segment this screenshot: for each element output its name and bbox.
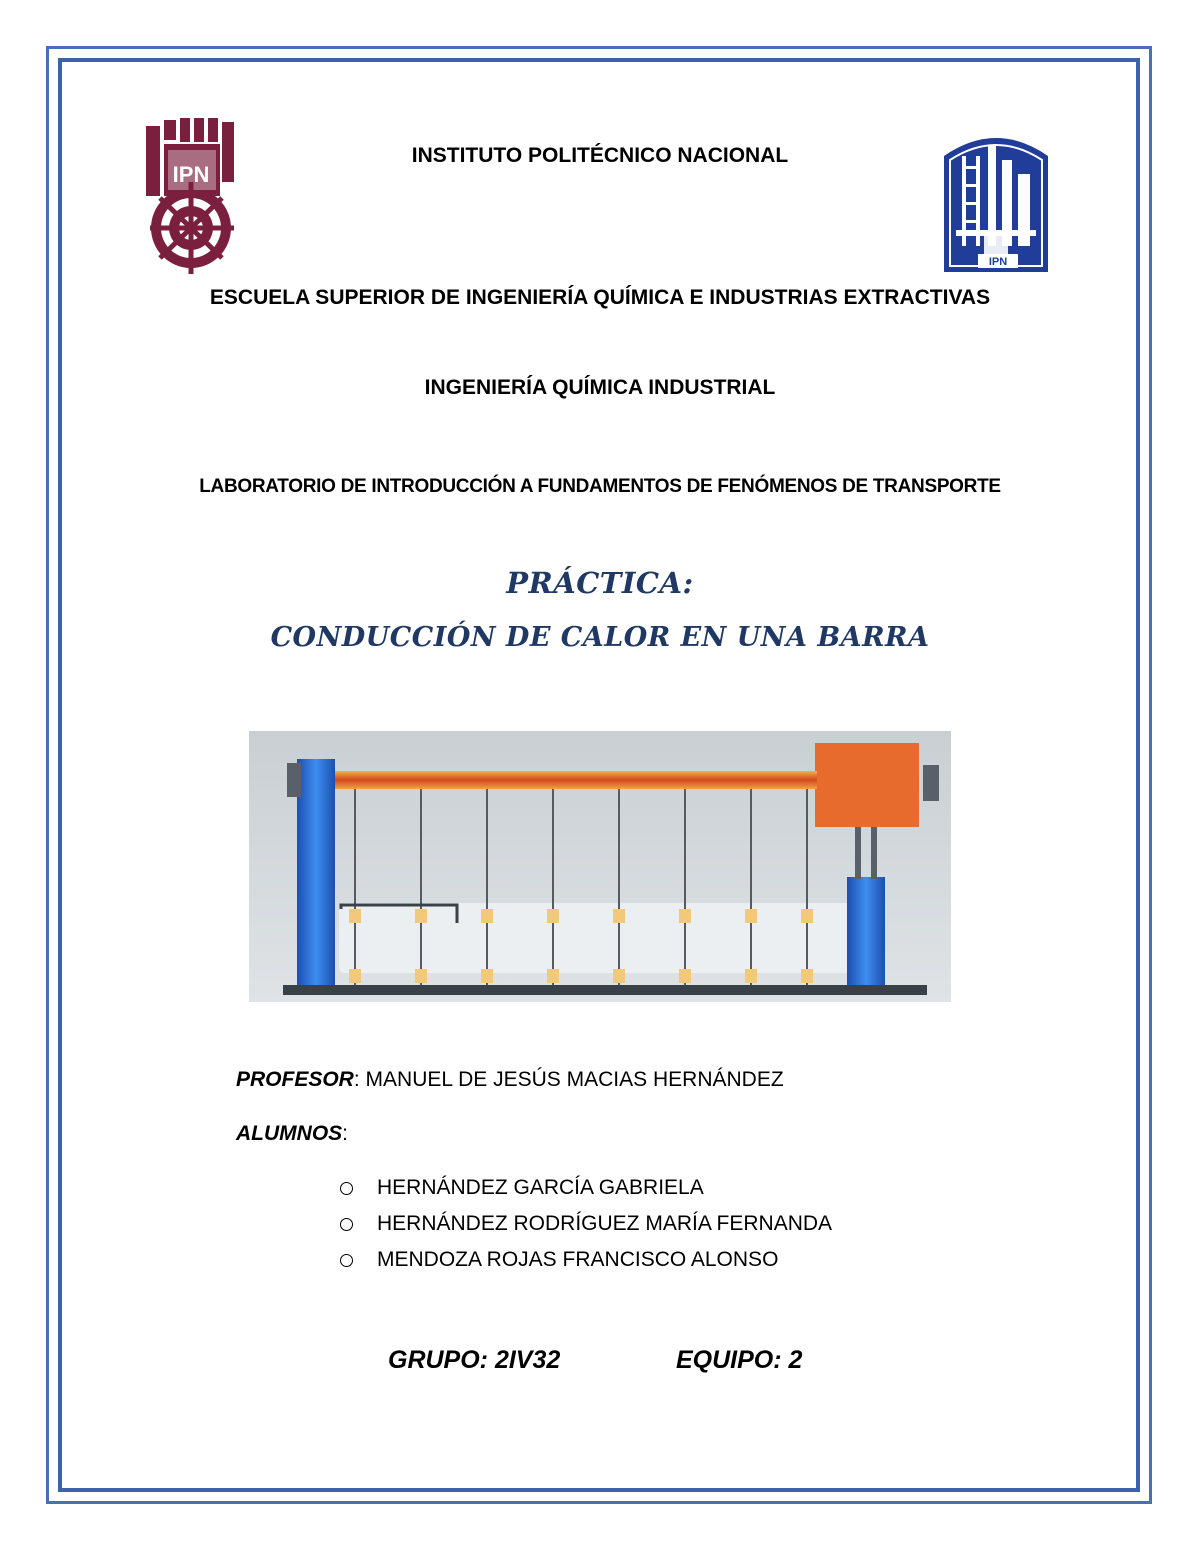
institute-name: INSTITUTO POLITÉCNICO NACIONAL bbox=[411, 144, 789, 167]
students-sep: : bbox=[342, 1122, 349, 1145]
team-label: EQUIPO: 2 bbox=[676, 1346, 803, 1374]
career-name: INGENIERÍA QUÍMICA INDUSTRIAL bbox=[424, 376, 776, 399]
professor-label: PROFESOR bbox=[236, 1068, 354, 1091]
circle-bullet-icon bbox=[340, 1218, 353, 1231]
circle-bullet-icon bbox=[340, 1254, 353, 1267]
list-item bbox=[340, 1170, 832, 1206]
circle-bullet-icon bbox=[340, 1182, 353, 1195]
svg-text:IPN: IPN bbox=[172, 162, 210, 187]
list-item bbox=[340, 1242, 832, 1278]
professor-line bbox=[236, 1068, 784, 1092]
group-label: GRUPO: 2IV32 bbox=[388, 1346, 561, 1374]
apparatus-figure bbox=[249, 731, 951, 1002]
students-line bbox=[236, 1122, 348, 1146]
students-label: ALUMNOS bbox=[236, 1122, 343, 1145]
professor-name: MANUEL DE JESÚS MACIAS HERNÁNDEZ bbox=[359, 1068, 784, 1091]
student-name: MENDOZA ROJAS FRANCISCO ALONSO bbox=[377, 1248, 779, 1271]
svg-text:IPN: IPN bbox=[988, 256, 1008, 268]
lab-name: LABORATORIO DE INTRODUCCIÓN A FUNDAMENTOS DE FENÓMENOS DE TRANSPORTE bbox=[199, 476, 1001, 497]
student-name: HERNÁNDEZ GARCÍA GABRIELA bbox=[377, 1176, 704, 1199]
professor-sep: : bbox=[353, 1068, 360, 1091]
ipn-crest-icon bbox=[138, 116, 244, 274]
school-name: ESCUELA SUPERIOR DE INGENIERÍA QUÍMICA E INDUSTRIAS EXTRACTIVAS bbox=[209, 286, 991, 309]
practice-label: PRÁCTICA: bbox=[506, 566, 694, 600]
practice-title: CONDUCCIÓN DE CALOR EN UNA BARRA bbox=[270, 622, 930, 653]
students-list bbox=[340, 1170, 832, 1278]
list-item bbox=[340, 1206, 832, 1242]
student-name: HERNÁNDEZ RODRÍGUEZ MARÍA FERNANDA bbox=[377, 1212, 833, 1235]
